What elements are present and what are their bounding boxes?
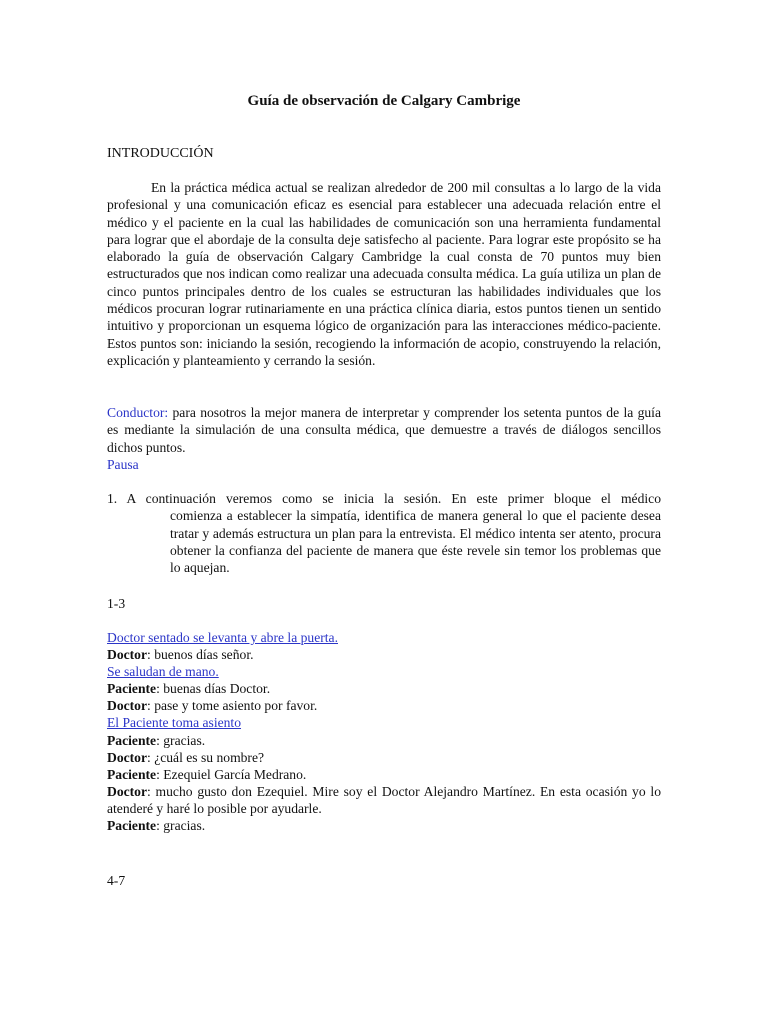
speaker-name: Paciente (107, 818, 157, 834)
dialog-block (107, 629, 661, 835)
stage-direction-link[interactable]: El Paciente toma asiento (107, 715, 242, 731)
dialog-line-6 (107, 714, 661, 731)
dialog-line-7 (107, 732, 661, 749)
speech-text: : gracias. (156, 818, 206, 834)
range-4-7: 4-7 (107, 873, 126, 888)
speaker-name: Doctor (107, 749, 148, 765)
section-1-body: comienza a establecer la simpatía, identifica de manera general lo que el paciente desea tratar y además estructura un plan para la entrevista. El médico intenta ser atento, procura obtener la confianza del paciente de manera que éste revele sin temor los problemas que lo aquejan. (170, 508, 661, 576)
speaker-name: Doctor (107, 783, 148, 799)
dialog-line-3 (107, 663, 661, 680)
stage-direction-link[interactable]: Se saludan de mano. (107, 664, 219, 680)
speech-text: : pase y tome asiento por favor. (147, 698, 318, 714)
speech-text: : buenas días Doctor. (156, 681, 271, 697)
stage-direction-link[interactable]: Doctor sentado se levanta y abre la puerta. (107, 630, 338, 645)
speaker-name: Doctor (107, 698, 148, 714)
speech-text: : buenos días señor. (147, 647, 254, 663)
conductor-paragraph (107, 404, 661, 473)
speaker-name: Paciente (107, 766, 157, 782)
speaker-name: Paciente (107, 681, 157, 697)
speech-text: : Ezequiel García Medrano. (156, 766, 307, 782)
dialog-line-9 (107, 766, 661, 783)
conductor-text: para nosotros la mejor manera de interpretar y comprender los setenta puntos de la guía es mediante la simulación de una consulta médica, que demuestre a través de diálogos sencillos dichos puntos. (107, 405, 661, 455)
dialog-line-11 (107, 817, 661, 834)
speech-text: : gracias. (156, 732, 206, 748)
range-1-3: 1-3 (107, 596, 126, 611)
speech-text: : ¿cuál es su nombre? (147, 749, 265, 765)
intro-heading: INTRODUCCIÓN (107, 146, 214, 161)
section-1 (107, 490, 661, 576)
dialog-line-1 (107, 629, 661, 646)
conductor-label: Conductor: (107, 405, 169, 420)
section-1-first-line: 1. A continuación veremos como se inicia la sesión. En este primer bloque el médico (107, 491, 661, 506)
dialog-line-5 (107, 697, 661, 714)
document-title: Guía de observación de Calgary Cambrige (247, 93, 521, 109)
speaker-name: Paciente (107, 732, 157, 748)
speaker-name: Doctor (107, 647, 148, 663)
speech-text: : mucho gusto don Ezequiel. Mire soy el Doctor Alejandro Martínez. En esta ocasión yo lo atenderé y haré lo posible por ayudarle. (107, 783, 661, 817)
dialog-line-8 (107, 749, 661, 766)
dialog-line-4 (107, 680, 661, 697)
intro-paragraph (107, 179, 661, 369)
dialog-line-2 (107, 646, 661, 663)
pause-label: Pausa (107, 456, 139, 472)
dialog-line-10 (107, 783, 661, 818)
intro-paragraph-text: En la práctica médica actual se realizan alrededor de 200 mil consultas a lo largo de la vida profesional y una comunicación eficaz es esencial para establecer una adecuada relación entre el médico y el paciente en la cual las habilidades de comunicación son una herramienta fundamental para lograr que el abordaje de la consulta deje satisfecho al paciente. Para lograr este propósito se ha elaborado la guía de observación Calgary Cambridge la cual consta de 70 puntos muy bien estructurados que nos indican como realizar una adecuada consulta médica. La guía utiliza un plan de cinco puntos principales dentro de los cuales se estructuran las habilidades individuales que los médicos procuran lograr rutinariamente en una práctica clínica diaria, estos puntos tienen un sentido intuitivo y proporcionan un esquema lógico de organización para las interacciones médico-paciente. Estos puntos son: iniciando la sesión, recogiendo la información de acopio, construyendo la relación, explicación y planteamiento y cerrando la sesión. (107, 180, 661, 368)
